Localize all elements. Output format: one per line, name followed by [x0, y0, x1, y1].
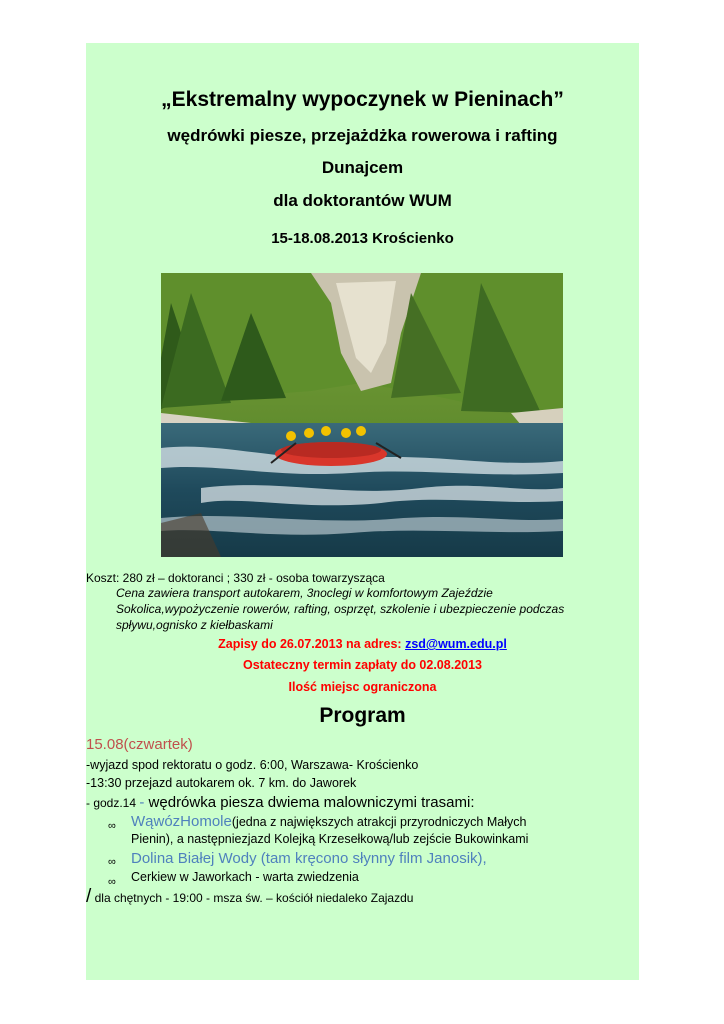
route-biala-woda: Dolina Białej Wody (tam kręcono słynny film Janosik),: [131, 850, 487, 867]
flyer-subtitle-cont: Dunajcem: [321, 158, 404, 177]
flyer-audience: dla doktorantów WUM: [273, 191, 452, 210]
rafting-photo: [161, 273, 563, 557]
signup-email-link[interactable]: zsd@wum.edu.pl: [405, 637, 507, 651]
hike-time: - godz.14: [86, 796, 140, 810]
limited-places-notice: Ilość miejsc ograniczona: [288, 680, 437, 694]
hike-dash: -: [139, 794, 149, 811]
day-date: 15.08(czwartek): [86, 736, 193, 753]
flyer-title: „Ekstremalny wypoczynek w Pieninach”: [161, 88, 564, 111]
infinity-bullet-icon: ∞: [108, 820, 116, 832]
price-includes-line: Cena zawiera transport autokarem, 3noclegi w komfortowym Zajeździe: [116, 586, 493, 600]
payment-deadline: Ostateczny termin zapłaty do 02.08.2013: [243, 658, 482, 672]
route-homole: [131, 813, 526, 830]
program-item-hike: [86, 794, 474, 811]
signup-text: Zapisy do 26.07.2013 na adres:: [218, 637, 406, 651]
route-homole-name: WąwózHomole: [131, 813, 232, 830]
flyer-date-place: 15-18.08.2013 Krościenko: [271, 230, 454, 247]
infinity-bullet-icon: ∞: [108, 876, 116, 888]
evening-slash: /: [86, 886, 92, 907]
price-includes-line: Sokolica,wypożyczenie rowerów, rafting, osprzęt, szkolenie i ubezpieczenie podczas: [116, 602, 565, 616]
route-homole-desc-cont: Pienin), a następniezjazd Kolejką Krzesełkową/lub zejście Bukowinkami: [131, 832, 529, 846]
route-homole-desc: (jedna z największych atrakcji przyrodniczych Małych: [231, 815, 527, 829]
signup-info: [86, 637, 639, 651]
infinity-bullet-icon: ∞: [108, 856, 116, 868]
price-includes-line: spływu,ognisko z kiełbaskami: [116, 618, 273, 632]
evening-text: dla chętnych - 19:00 - msza św. – kościół niedaleko Zajazdu: [91, 891, 414, 905]
program-item-evening: [86, 886, 413, 908]
program-item-departure: -wyjazd spod rektoratu o godz. 6:00, Warszawa- Krościenko: [86, 758, 419, 772]
program-heading: Program: [319, 704, 406, 727]
route-cerkiew: Cerkiew w Jaworkach - warta zwiedzenia: [131, 870, 359, 884]
hike-text: wędrówka piesza dwiema malowniczymi trasami:: [148, 794, 475, 811]
cost-info: Koszt: 280 zł – doktoranci ; 330 zł - osoba towarzysząca: [86, 571, 385, 585]
program-item-bus: -13:30 przejazd autokarem ok. 7 km. do Jaworek: [86, 776, 357, 790]
flyer-subtitle: wędrówki piesze, przejażdżka rowerowa i rafting: [167, 126, 558, 145]
